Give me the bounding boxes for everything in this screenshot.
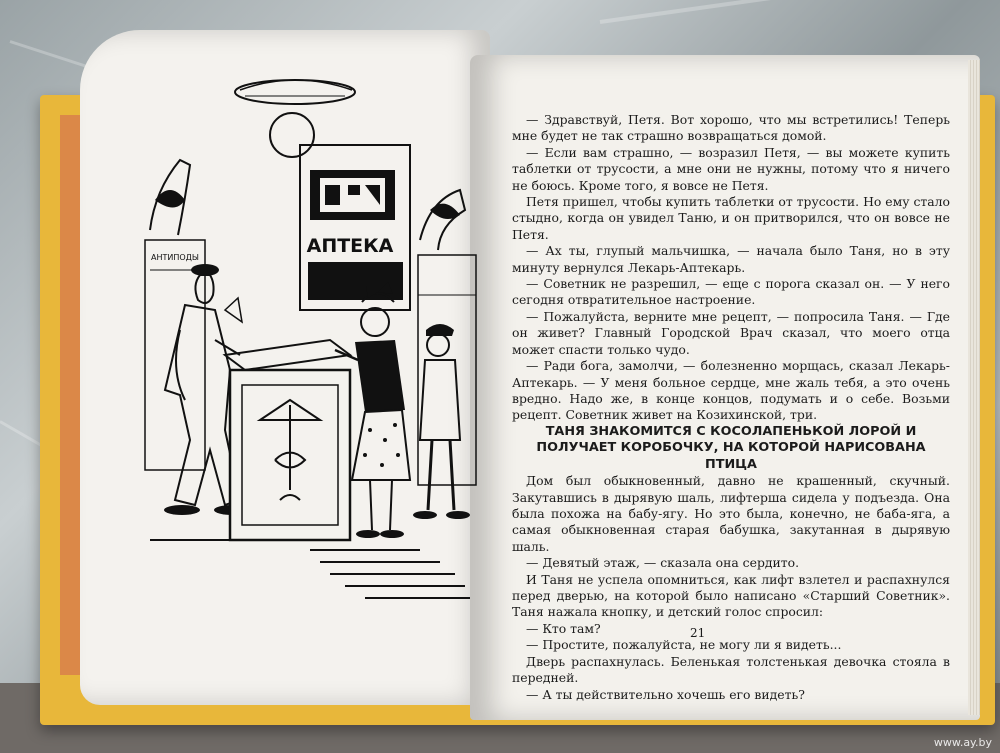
paragraph: — Девятый этаж, — сказала она сердито. [526, 555, 800, 571]
paragraph: — А ты действительно хочешь его видеть? [526, 686, 805, 702]
paragraph: — Простите, пожалуйста, не могу ли я видеть... [526, 637, 842, 653]
marble-texture [600, 0, 977, 24]
shop-sign: АНТИПОДЫ [151, 253, 199, 262]
page-number: 21 [690, 626, 706, 640]
chapter-title: ТАНЯ ЗНАКОМИТСЯ С КОСОЛАПЕНЬКОЙ ЛОРОЙ И ПОЛУЧАЕТ КОРОБОЧКУ, НА КОТОРОЙ НАРИСОВАНА ПТИЦА [536, 423, 926, 472]
paragraph: — Советник не разрешил, — еще с порога сказал он. — У него сегодня отвратительное настроение. [512, 276, 950, 308]
pharmacy-sign: АПТЕКА [306, 235, 394, 257]
page-text [512, 112, 950, 703]
paragraph: — Если вам страшно, — возразил Петя, — вы можете купить таблетки от трусости, а мне они не нужны, потому что я ничего не боюсь. Кроме того, я вовсе не Петя. [512, 144, 950, 193]
pharmacy-illustration [120, 60, 480, 630]
watermark: www.ay.by [933, 736, 992, 749]
paragraph: Петя пришел, чтобы купить таблетки от трусости. Но ему стало стыдно, когда он увидел Таню, и он притворился, что он вовсе не Петя. [512, 194, 950, 242]
paragraph: И Таня не успела опомниться, как лифт взлетел и распахнулся перед дверью, на которой было написано «Старший Советник». Таня нажала кнопку, и детский голос спросил: [512, 571, 950, 620]
paragraph: Дом был обыкновенный, давно не крашенный, скучный. Закутавшись в дырявую шаль, лифтерша сидела у подъезда. Она была похожа на бабу-ягу. Но это была, конечно, не баба-яга, а самая обыкновенная старая бабушка, закутанная в дырявую шаль. [512, 473, 950, 554]
paragraph: — Ах ты, глупый мальчишка, — начала было Таня, но в эту минуту вернулся Лекарь-Аптекарь. [512, 243, 950, 275]
paragraph: — Кто там? [526, 620, 601, 636]
paragraph: — Пожалуйста, верните мне рецепт, — попросила Таня. — Где он живет? Главный Городской Врач сказал, что моего отца может спасти только чудо. [512, 308, 950, 357]
paragraph: — Ради бога, замолчи, — болезненно морщась, сказал Лекарь-Аптекарь. — У меня больное сердце, мне жаль тебя, а это очень вредно. Надо же, в конце концов, подумать и о себе. Возьми рецепт. Советник живет на Козихинской, три. [512, 358, 950, 423]
page-edges [968, 60, 980, 715]
paragraph: — Здравствуй, Петя. Вот хорошо, что мы встретились! Теперь мне будет не так страшно возвращаться домой. [512, 112, 950, 144]
paragraph: Дверь распахнулась. Беленькая толстенькая девочка стояла в передней. [512, 653, 950, 686]
